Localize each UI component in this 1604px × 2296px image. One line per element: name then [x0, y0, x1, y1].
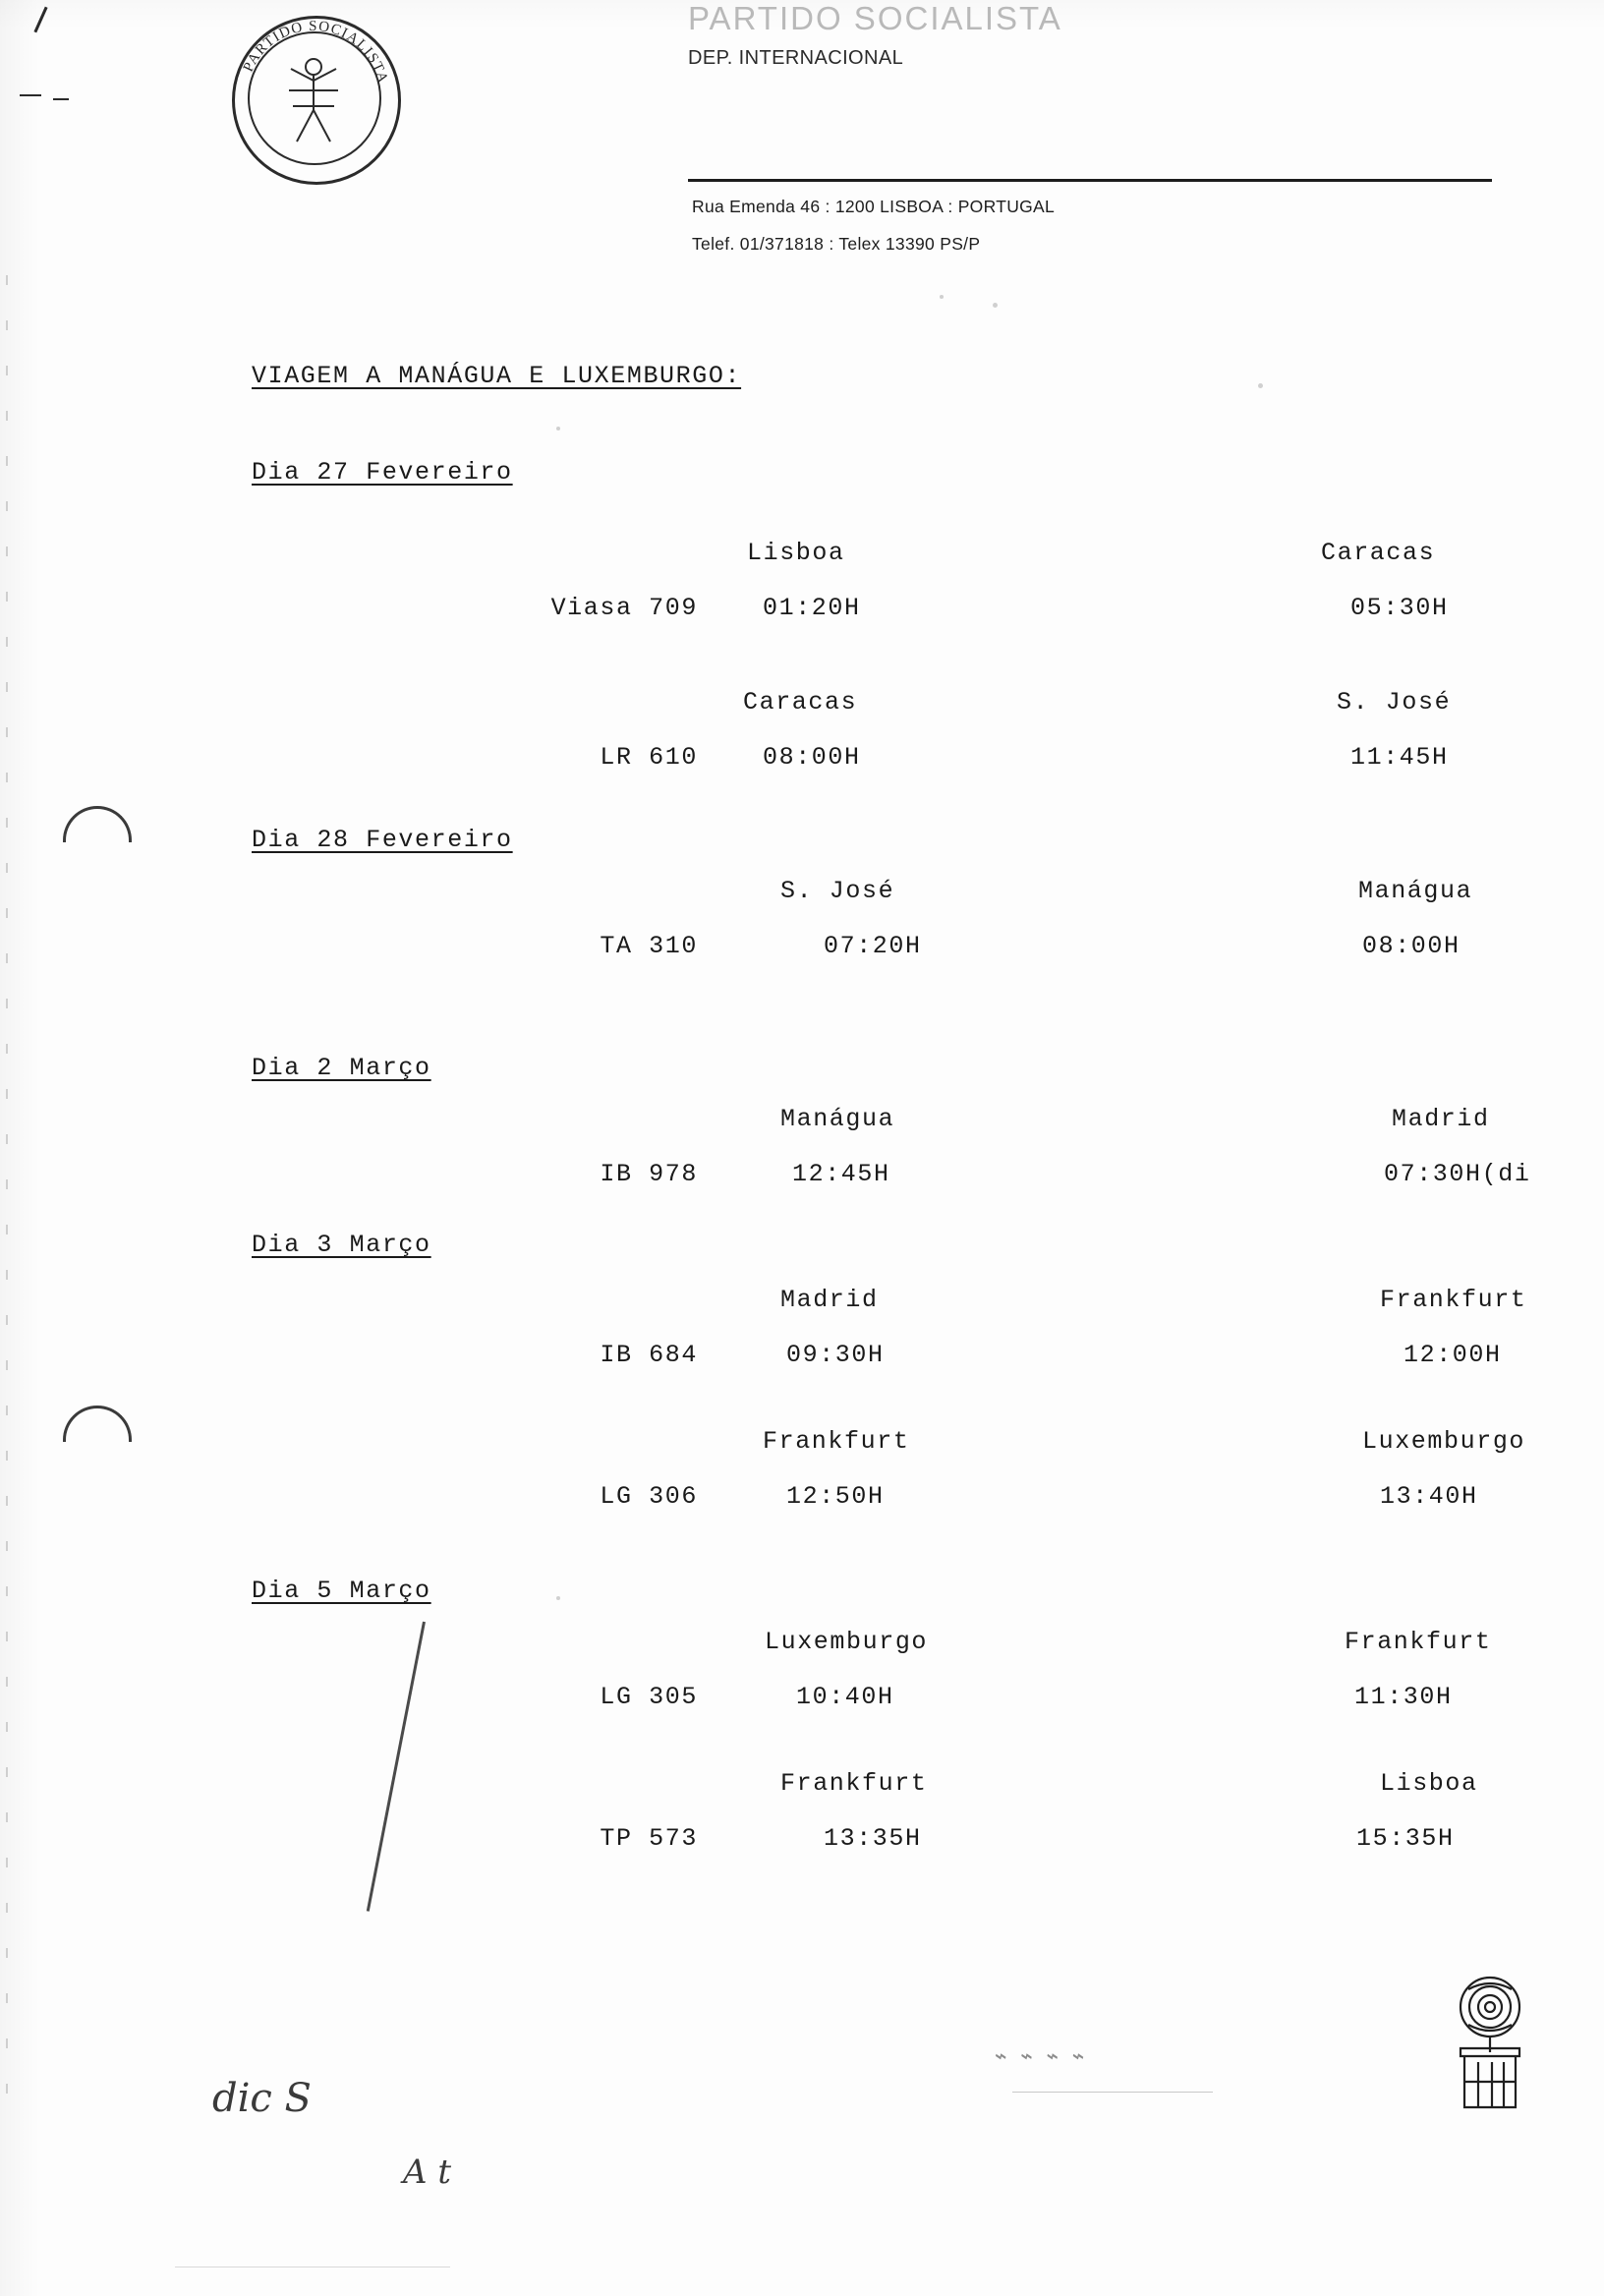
day-heading-4: Dia 5 Março: [252, 1577, 431, 1605]
arrival-time: 07:30H(di: [1384, 1160, 1531, 1188]
scan-speck: [1258, 383, 1263, 388]
pen-stroke-artifact: [367, 1622, 426, 1912]
departure-time: 10:40H: [796, 1683, 894, 1711]
day-heading-3: Dia 3 Março: [252, 1231, 431, 1259]
flight-number: IB 978: [600, 1160, 698, 1188]
day-heading-2: Dia 2 Março: [252, 1054, 431, 1082]
arrival-time: 11:30H: [1354, 1683, 1453, 1711]
scan-mark: [33, 7, 47, 33]
day-heading-1: Dia 28 Fevereiro: [252, 826, 513, 854]
scan-mark: [53, 98, 69, 100]
departure-time: 01:20H: [763, 594, 861, 622]
origin-city: Lisboa: [747, 539, 845, 567]
destination-city: Luxemburgo: [1362, 1427, 1526, 1456]
flight-number: TA 310: [600, 932, 698, 960]
origin-city: Frankfurt: [780, 1769, 928, 1798]
departure-time: 09:30H: [786, 1341, 885, 1369]
address-line-1: Rua Emenda 46 : 1200 LISBOA : PORTUGAL: [692, 197, 1056, 216]
destination-city: Frankfurt: [1345, 1628, 1492, 1656]
scan-speck: [993, 303, 998, 308]
handwritten-note-2: A t: [403, 2152, 452, 2192]
origin-city: Luxemburgo: [765, 1628, 929, 1656]
day-heading-0: Dia 27 Fevereiro: [252, 458, 513, 487]
destination-city: S. José: [1337, 688, 1452, 717]
origin-city: Madrid: [780, 1286, 879, 1314]
scan-speck: [556, 427, 560, 430]
header-divider: [688, 179, 1492, 182]
arrival-time: 15:35H: [1356, 1824, 1455, 1853]
scan-mark: [20, 94, 41, 96]
page-title: VIAGEM A MANÁGUA E LUXEMBURGO:: [252, 362, 742, 390]
address-line-2: Telef. 01/371818 : Telex 13390 PS/P: [692, 234, 981, 254]
arrival-time: 05:30H: [1350, 594, 1449, 622]
arrival-time: 12:00H: [1404, 1341, 1502, 1369]
handwritten-note-1: dic S: [212, 2076, 312, 2121]
origin-city: Frankfurt: [763, 1427, 910, 1456]
flight-number: LG 305: [600, 1683, 698, 1711]
scan-edge-artifact: [6, 275, 8, 2103]
departure-time: 13:35H: [824, 1824, 922, 1853]
rose-and-fist-logo-icon: [1439, 1972, 1541, 2119]
departure-time: 12:50H: [786, 1482, 885, 1511]
flight-number: LR 610: [600, 743, 698, 772]
department-name: DEP. INTERNACIONAL: [688, 47, 904, 69]
faint-scan-line: [1012, 2092, 1213, 2093]
organization-name: PARTIDO SOCIALISTA: [688, 0, 1062, 36]
departure-time: 08:00H: [763, 743, 861, 772]
scan-speck: [940, 295, 944, 299]
flight-number: IB 684: [600, 1341, 698, 1369]
arrival-time: 11:45H: [1350, 743, 1449, 772]
hole-punch-mark: [63, 1406, 132, 1442]
flight-number: TP 573: [600, 1824, 698, 1853]
flight-number: LG 306: [600, 1482, 698, 1511]
svg-text:PARTIDO SOCIALISTA: PARTIDO SOCIALISTA: [240, 18, 391, 86]
flight-number: Viasa 709: [550, 594, 698, 622]
departure-time: 07:20H: [824, 932, 922, 960]
origin-city: Manágua: [780, 1105, 895, 1133]
destination-city: Frankfurt: [1380, 1286, 1527, 1314]
scan-speck: [556, 1596, 560, 1600]
departure-time: 12:45H: [792, 1160, 890, 1188]
hole-punch-mark: [63, 806, 132, 842]
origin-city: S. José: [780, 877, 895, 905]
destination-city: Manágua: [1358, 877, 1473, 905]
destination-city: Madrid: [1392, 1105, 1490, 1133]
arrival-time: 13:40H: [1380, 1482, 1478, 1511]
destination-city: Caracas: [1321, 539, 1436, 567]
destination-city: Lisboa: [1380, 1769, 1478, 1798]
handwritten-note-3: ⌁ ⌁ ⌁ ⌁: [993, 2044, 1086, 2069]
arrival-time: 08:00H: [1362, 932, 1461, 960]
origin-city: Caracas: [743, 688, 858, 717]
party-seal-icon: [224, 8, 405, 189]
